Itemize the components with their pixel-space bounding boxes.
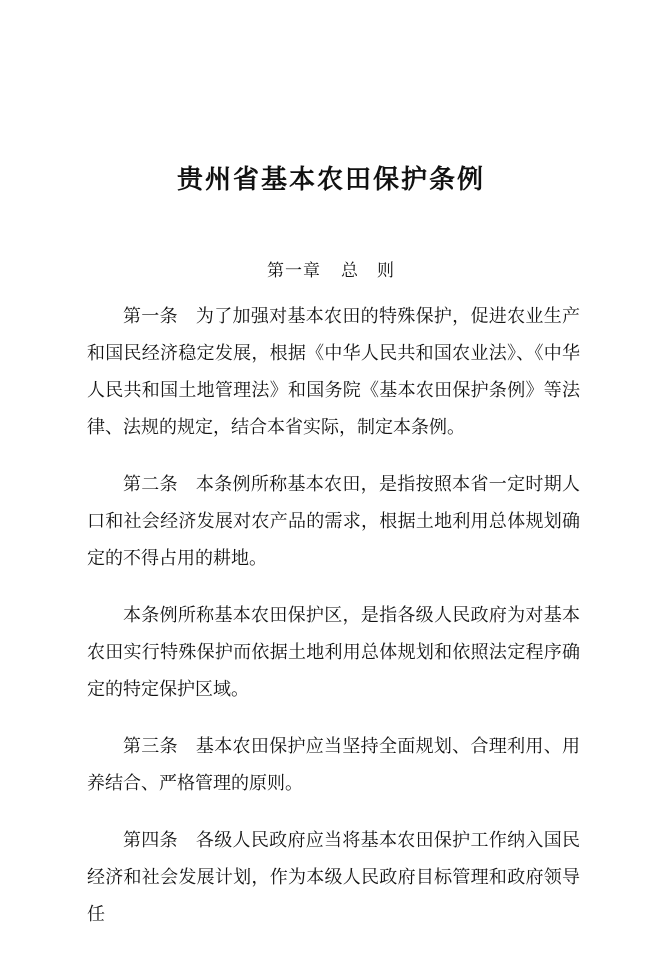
article-1	[87, 298, 580, 446]
chapter-name: 总 则	[341, 261, 395, 281]
article-2-paragraph-2	[87, 597, 580, 708]
article-text: 本条例所称基本农田，是指按照本省一定时期人口和社会经济发展对农产品的需求，根据土地利用总体规划确定的不得占用的耕地。	[87, 474, 581, 569]
article-heading: 第三条	[123, 736, 178, 757]
document-title: 贵州省基本农田保护条例	[176, 165, 485, 196]
article-2	[87, 466, 580, 577]
chapter-number: 第一章	[267, 261, 321, 281]
chapter-heading	[0, 258, 662, 284]
article-text: 基本农田保护应当坚持全面规划、合理利用、用养结合、严格管理的原则。	[87, 736, 581, 794]
article-heading: 第一条	[123, 306, 178, 327]
article-heading: 第四条	[123, 830, 178, 851]
article-heading: 第二条	[123, 474, 178, 495]
document-body	[87, 298, 580, 953]
article-text: 为了加强对基本农田的特殊保护，促进农业生产和国民经济稳定发展，根据《中华人民共和国农业法》、《中华人民共和国土地管理法》和国务院《基本农田保护条例》等法律、法规的规定，结合本省实际，制定本条例。	[87, 306, 581, 438]
article-3	[87, 728, 580, 802]
article-4	[87, 822, 580, 933]
article-text: 各级人民政府应当将基本农田保护工作纳入国民经济和社会发展计划，作为本级人民政府目标管理和政府领导任	[87, 830, 581, 925]
article-text: 本条例所称基本农田保护区，是指各级人民政府为对基本农田实行特殊保护而依据土地利用总体规划和依照法定程序确定的特定保护区域。	[87, 605, 580, 700]
